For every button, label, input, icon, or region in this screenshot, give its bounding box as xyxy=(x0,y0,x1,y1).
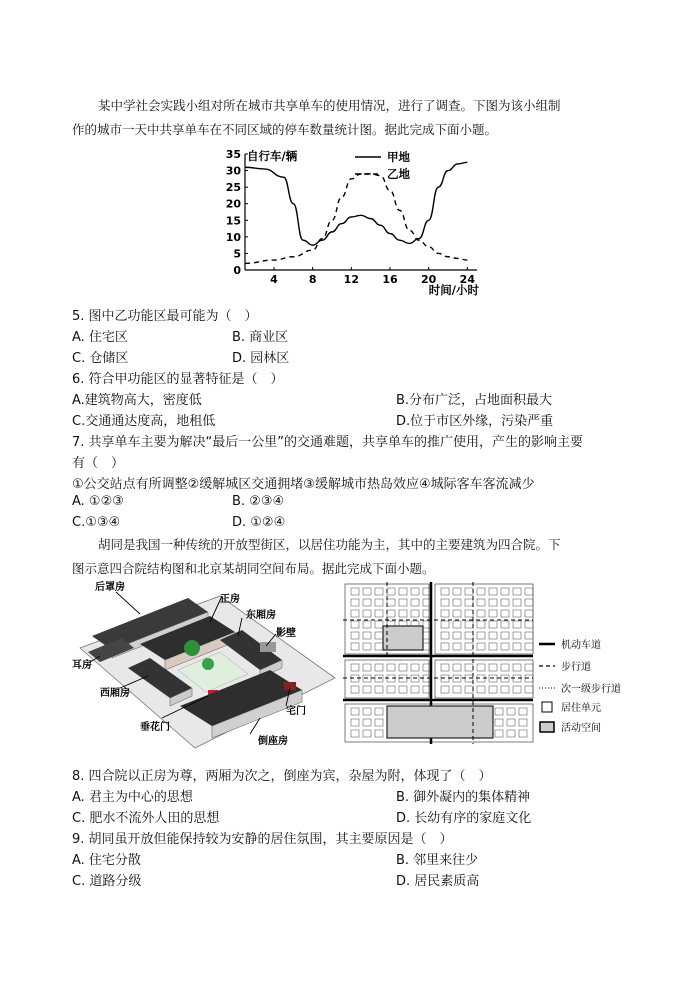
x-tick-label: 16 xyxy=(382,273,398,286)
residential-unit xyxy=(507,719,515,726)
hutong-block xyxy=(435,660,533,698)
residential-unit xyxy=(387,686,395,693)
residential-unit xyxy=(495,719,503,726)
residential-unit xyxy=(363,643,371,650)
residential-unit xyxy=(351,588,359,595)
residential-unit xyxy=(519,730,527,737)
residential-unit xyxy=(507,730,515,737)
residential-unit xyxy=(351,632,359,639)
residential-unit xyxy=(351,664,359,671)
residential-unit xyxy=(513,588,521,595)
residential-unit xyxy=(453,610,461,617)
residential-unit xyxy=(363,632,371,639)
hutong-layout-map xyxy=(343,582,643,744)
residential-unit xyxy=(525,599,533,606)
q6-option-d[interactable]: D.位于市区外缘，污染严重 xyxy=(396,414,554,429)
residential-unit xyxy=(411,599,419,606)
residential-unit xyxy=(453,643,461,650)
residential-unit xyxy=(363,610,371,617)
q7-stem-line-1: 7. 共享单车主要为解决“最后一公里”的交通难题，共享单车的推广使用，产生的影响主要 xyxy=(72,435,584,450)
q7-stem-line-2: 有（ ） xyxy=(72,456,125,471)
residential-unit xyxy=(411,588,419,595)
bike-parking-chart xyxy=(205,146,505,296)
residential-unit xyxy=(351,643,359,650)
label-chuihua: 垂花门 xyxy=(140,722,170,733)
residential-unit xyxy=(351,708,359,715)
residential-unit xyxy=(501,599,509,606)
label-daozuo: 倒座房 xyxy=(258,736,288,747)
residential-unit xyxy=(453,686,461,693)
residential-unit xyxy=(495,730,503,737)
residential-unit xyxy=(387,599,395,606)
q5-option-c[interactable]: C. 仓储区 xyxy=(72,351,129,366)
residential-unit xyxy=(351,730,359,737)
residential-unit xyxy=(411,664,419,671)
label-houzhao: 后罩房 xyxy=(95,582,125,593)
legend-label-yi: 乙地 xyxy=(387,167,410,181)
residential-unit xyxy=(525,588,533,595)
residential-unit xyxy=(465,588,473,595)
label-er: 耳房 xyxy=(72,660,92,671)
residential-unit xyxy=(441,621,449,628)
activity-space xyxy=(387,706,493,738)
label-dongxiang: 东厢房 xyxy=(246,610,276,621)
q7-option-c[interactable]: C.①③④ xyxy=(72,515,121,530)
intro-2-line-2: 图示意四合院结构图和北京某胡同空间布局。据此完成下面小题。 xyxy=(72,561,435,576)
residential-unit xyxy=(477,599,485,606)
label-yingbi: 影壁 xyxy=(276,628,296,639)
residential-unit xyxy=(525,686,533,693)
residential-unit xyxy=(489,621,497,628)
q5-stem: 5. 图中乙功能区最可能为（ ） xyxy=(72,309,258,324)
intro-paragraph-1 xyxy=(72,94,632,142)
residential-unit xyxy=(525,621,533,628)
residential-unit xyxy=(501,621,509,628)
residential-unit xyxy=(477,610,485,617)
residential-unit xyxy=(375,599,383,606)
activity-space xyxy=(383,626,423,650)
q5-option-b[interactable]: B. 商业区 xyxy=(232,330,289,345)
q7-option-d[interactable]: D. ①②④ xyxy=(232,515,286,530)
residential-unit xyxy=(489,588,497,595)
y-tick-label: 25 xyxy=(225,181,241,195)
q6-stem: 6. 符合甲功能区的显著特征是（ ） xyxy=(72,372,284,387)
residential-unit xyxy=(501,664,509,671)
residential-unit xyxy=(441,588,449,595)
tree-icon xyxy=(202,658,214,670)
q5-option-a[interactable]: A. 住宅区 xyxy=(72,330,128,345)
legend-unit: 居住单元 xyxy=(561,703,601,714)
residential-unit xyxy=(513,643,521,650)
y-tick-label: 5 xyxy=(233,247,241,261)
intro-1-line-1: 某中学社会实践小组对所在城市共享单车的使用情况，进行了调查。下图为该小组制 xyxy=(98,98,561,113)
residential-unit xyxy=(501,643,509,650)
residential-unit xyxy=(501,632,509,639)
residential-unit xyxy=(489,610,497,617)
residential-unit xyxy=(387,610,395,617)
residential-unit xyxy=(399,599,407,606)
legend-activity-icon xyxy=(540,722,554,732)
siheyuan-illustration xyxy=(70,578,340,753)
legend-unit-icon xyxy=(542,702,552,712)
residential-unit xyxy=(465,632,473,639)
residential-unit xyxy=(453,588,461,595)
residential-unit xyxy=(375,719,383,726)
residential-unit xyxy=(363,730,371,737)
residential-unit xyxy=(441,632,449,639)
residential-unit xyxy=(363,588,371,595)
q9-option-c[interactable]: C. 道路分级 xyxy=(72,874,142,889)
residential-unit xyxy=(465,686,473,693)
residential-unit xyxy=(441,686,449,693)
residential-unit xyxy=(513,632,521,639)
q8-option-a[interactable]: A. 君主为中心的思想 xyxy=(72,790,193,805)
residential-unit xyxy=(465,599,473,606)
residential-unit xyxy=(489,632,497,639)
residential-unit xyxy=(519,708,527,715)
series-line-jia xyxy=(245,162,467,245)
intro-paragraph-2 xyxy=(72,533,632,581)
y-tick-label: 10 xyxy=(225,230,241,244)
residential-unit xyxy=(465,643,473,650)
x-tick-label: 8 xyxy=(308,273,317,286)
residential-unit xyxy=(363,664,371,671)
residential-unit xyxy=(441,664,449,671)
residential-unit xyxy=(351,610,359,617)
q8-stem: 8. 四合院以正房为尊，两厢为次之，倒座为宾，杂屋为附，体现了（ ） xyxy=(72,769,492,784)
y-tick-label: 0 xyxy=(233,264,241,277)
x-axis-label: 时间/小时 xyxy=(428,283,479,296)
residential-unit xyxy=(411,610,419,617)
residential-unit xyxy=(513,599,521,606)
residential-unit xyxy=(525,664,533,671)
residential-unit xyxy=(477,664,485,671)
residential-unit xyxy=(387,664,395,671)
residential-unit xyxy=(501,610,509,617)
residential-unit xyxy=(375,588,383,595)
q5-option-d[interactable]: D. 园林区 xyxy=(232,351,290,366)
residential-unit xyxy=(477,632,485,639)
x-tick-label: 24 xyxy=(459,273,475,286)
residential-unit xyxy=(525,643,533,650)
y-tick-label: 30 xyxy=(225,164,241,178)
residential-unit xyxy=(477,588,485,595)
residential-unit xyxy=(441,610,449,617)
residential-unit xyxy=(507,708,515,715)
residential-unit xyxy=(453,664,461,671)
label-zhai: 宅门 xyxy=(286,706,306,717)
residential-unit xyxy=(465,610,473,617)
residential-unit xyxy=(513,610,521,617)
q7-items: ①公交站点有所调整②缓解城区交通拥堵③缓解城市热岛效应④城际客车客流减少 xyxy=(72,477,535,492)
hutong-block xyxy=(435,584,533,654)
residential-unit xyxy=(399,686,407,693)
residential-unit xyxy=(399,588,407,595)
residential-unit xyxy=(465,621,473,628)
legend-sub-walk: 次一级步行道 xyxy=(561,684,621,695)
residential-unit xyxy=(375,664,383,671)
residential-unit xyxy=(441,599,449,606)
residential-unit xyxy=(453,632,461,639)
x-tick-label: 4 xyxy=(270,273,278,286)
residential-unit xyxy=(387,588,395,595)
series-line-yi xyxy=(245,174,467,263)
residential-unit xyxy=(375,643,383,650)
q7-option-b[interactable]: B. ②③④ xyxy=(232,494,285,509)
residential-unit xyxy=(351,686,359,693)
intro-1-line-2: 作的城市一天中共享单车在不同区域的停车数量统计图。据此完成下面小题。 xyxy=(72,122,498,137)
residential-unit xyxy=(363,686,371,693)
residential-unit xyxy=(453,599,461,606)
residential-unit xyxy=(363,708,371,715)
residential-unit xyxy=(375,621,383,628)
residential-unit xyxy=(489,643,497,650)
label-xixiang: 西厢房 xyxy=(100,688,130,699)
residential-unit xyxy=(495,708,503,715)
residential-unit xyxy=(375,610,383,617)
residential-unit xyxy=(501,588,509,595)
y-tick-label: 35 xyxy=(225,148,241,161)
y-tick-label: 15 xyxy=(225,214,241,228)
y-axis-label: 自行车/辆 xyxy=(247,149,298,163)
legend-activity: 活动空间 xyxy=(561,723,601,734)
residential-unit xyxy=(375,730,383,737)
residential-unit xyxy=(477,621,485,628)
residential-unit xyxy=(525,632,533,639)
residential-unit xyxy=(399,610,407,617)
residential-unit xyxy=(441,643,449,650)
residential-unit xyxy=(477,643,485,650)
residential-unit xyxy=(519,719,527,726)
tree-icon xyxy=(184,640,200,656)
residential-unit xyxy=(375,686,383,693)
q8-option-d[interactable]: D. 长幼有序的家庭文化 xyxy=(396,811,532,826)
residential-unit xyxy=(489,599,497,606)
q6-option-b[interactable]: B.分布广泛，占地面积最大 xyxy=(396,393,553,408)
residential-unit xyxy=(351,621,359,628)
residential-unit xyxy=(363,599,371,606)
q6-option-a[interactable]: A.建筑物高大，密度低 xyxy=(72,393,202,408)
intro-2-line-1: 胡同是我国一种传统的开放型街区，以居住功能为主，其中的主要建筑为四合院。下 xyxy=(98,537,561,552)
q9-option-b[interactable]: B. 邻里来往少 xyxy=(396,853,479,868)
q8-option-b[interactable]: B. 御外凝内的集体精神 xyxy=(396,790,531,805)
residential-unit xyxy=(525,610,533,617)
residential-unit xyxy=(375,632,383,639)
legend-motor-road: 机动车道 xyxy=(561,640,601,651)
residential-unit xyxy=(363,621,371,628)
residential-unit xyxy=(363,719,371,726)
x-tick-label: 12 xyxy=(343,273,359,286)
residential-unit xyxy=(351,719,359,726)
residential-unit xyxy=(399,664,407,671)
residential-unit xyxy=(411,686,419,693)
residential-unit xyxy=(351,599,359,606)
q6-option-c[interactable]: C.交通通达度高，地租低 xyxy=(72,414,216,429)
y-tick-label: 20 xyxy=(225,197,241,211)
residential-unit xyxy=(513,686,521,693)
residential-unit xyxy=(501,686,509,693)
q9-stem: 9. 胡同虽开放但能保持较为安静的居住氛围，其主要原因是（ ） xyxy=(72,832,453,847)
residential-unit xyxy=(489,686,497,693)
q9-option-a[interactable]: A. 住宅分散 xyxy=(72,853,141,868)
residential-unit xyxy=(513,664,521,671)
legend-label-jia: 甲地 xyxy=(387,150,410,164)
residential-unit xyxy=(489,664,497,671)
residential-unit xyxy=(477,686,485,693)
residential-unit xyxy=(513,621,521,628)
residential-unit xyxy=(453,621,461,628)
residential-unit xyxy=(465,664,473,671)
q8-option-c[interactable]: C. 肥水不流外人田的思想 xyxy=(72,811,220,826)
legend-walk: 步行道 xyxy=(561,662,591,673)
q9-option-d[interactable]: D. 居民素质高 xyxy=(396,874,480,889)
residential-unit xyxy=(375,708,383,715)
label-zheng: 正房 xyxy=(220,594,240,605)
x-tick-label: 20 xyxy=(421,273,437,286)
q7-option-a[interactable]: A. ①②③ xyxy=(72,494,124,509)
